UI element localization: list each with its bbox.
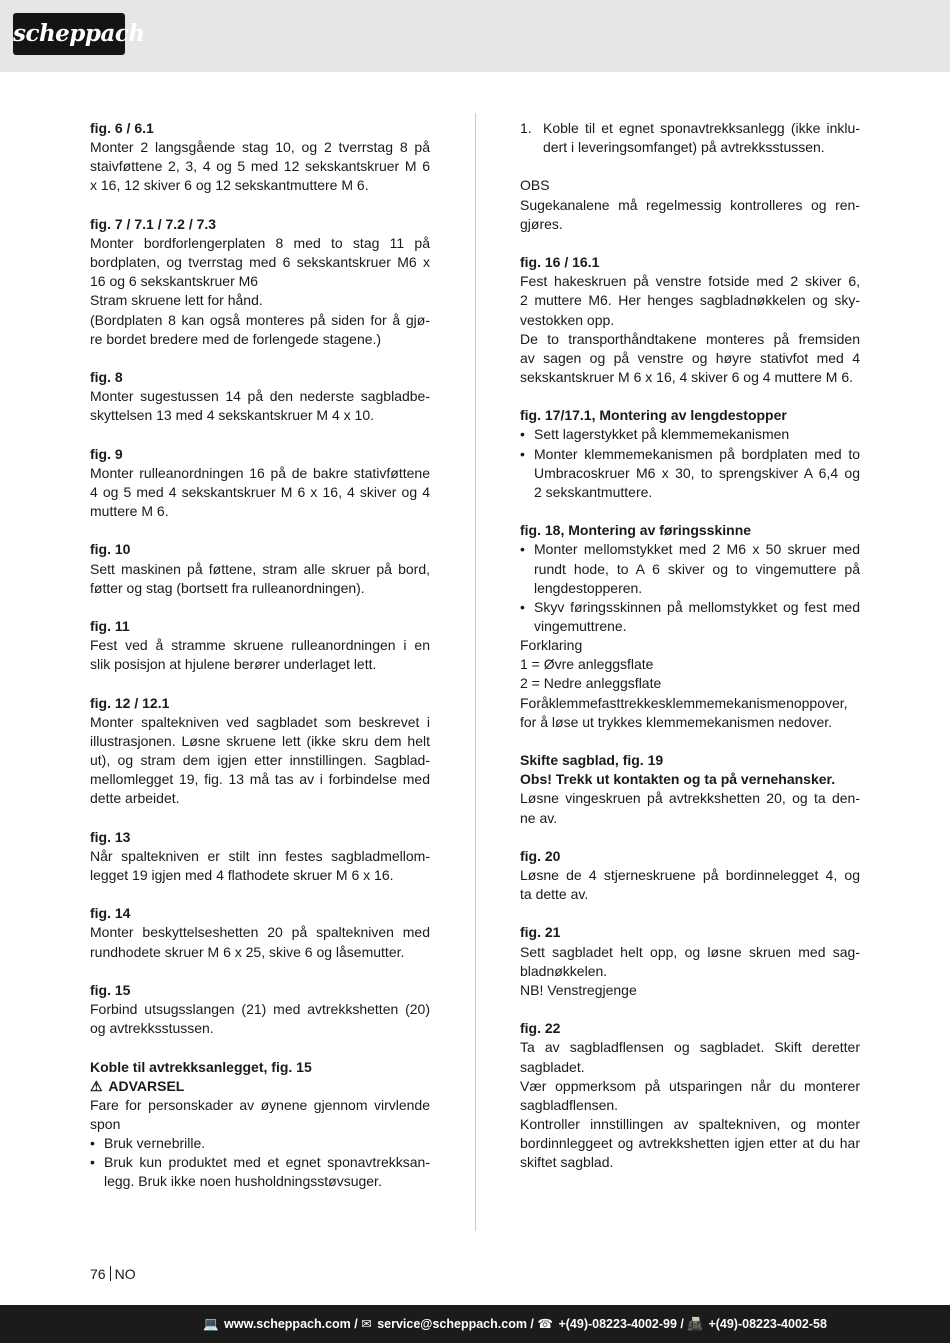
list-item <box>520 425 860 444</box>
section-heading: fig. 7 / 7.1 / 7.2 / 7.3 <box>90 215 217 232</box>
section-heading: fig. 10 <box>90 541 131 558</box>
text-line: Monter rulleanordningen 16 på de bakre stativføttene <box>90 464 430 481</box>
warning-heading <box>90 1077 430 1096</box>
section-fig-22 <box>520 1019 860 1172</box>
list-item <box>520 119 860 157</box>
section-fig-14 <box>90 904 430 961</box>
section-heading: fig. 16 / 16.1 <box>520 254 600 271</box>
text-line: for å løse ut trykkes klemmemekanismen nedover. <box>520 713 833 730</box>
text-line: 4 og 5 med 4 sekskantskruer M 6 x 16, 4 skiver og 4 <box>90 483 430 500</box>
section-heading: Koble til avtrekksanlegget, fig. 15 <box>90 1058 312 1075</box>
page-number-separator <box>110 1266 111 1281</box>
text-line: De to transporthåndtakene monteres på fremsiden <box>520 330 860 347</box>
text-line: Løsne de 4 stjerneskruene på bordinnelegget 4, og <box>520 867 860 883</box>
section-fig-16 <box>520 253 860 387</box>
warning-heading: Obs! Trekk ut kontakten og ta på vernehansker. <box>520 771 836 788</box>
text-line: 2 muttere M6. Her henges sagbladnøkkelen og sky- <box>520 292 860 309</box>
text-line: Stram skruene lett for hånd. <box>90 292 263 309</box>
text-line: Når spaltekniven er stilt inn festes sagbladmellom- <box>90 847 430 864</box>
text-line: Forbind utsugsslangen (21) med avtrekkshetten (20) <box>90 1001 430 1018</box>
right-column <box>520 119 860 1172</box>
warning-triangle-icon: ⚠ <box>90 1077 103 1094</box>
text-line: OBS <box>520 177 550 194</box>
text-line: føtter og stag (bortsett fra rulleanordningen). <box>90 579 365 596</box>
section-heading: fig. 21 <box>520 924 561 941</box>
text-line: Forklaring <box>520 637 583 654</box>
section-heading: fig. 13 <box>90 828 131 845</box>
section-fig-21 <box>520 923 860 1000</box>
list-item <box>520 445 860 502</box>
text-line: Monter 2 langsgående stag 10, og 2 tverrstag 8 på <box>90 139 430 156</box>
text-line: dert i leveringsomfanget) på avtrekksstussen. <box>543 139 825 156</box>
text-line: muttere M 6. <box>90 503 169 520</box>
text-line: og avtrekksstussen. <box>90 1020 214 1037</box>
text-line: Løsne vingeskruen på avtrekkshetten 20, og ta den- <box>520 790 860 807</box>
list-item <box>520 598 860 636</box>
section-fig-9 <box>90 445 430 522</box>
text-line: sagbladflensen. <box>520 1096 619 1113</box>
section-fig-6 <box>90 119 430 196</box>
step-number: 1. <box>520 120 532 136</box>
text-line: spon <box>90 1115 121 1132</box>
text-line: (Bordplaten 8 kan også monteres på siden for å gjø- <box>90 311 430 328</box>
text-line: Kontroller innstillingen av spaltekniven, og monter <box>520 1116 860 1132</box>
section-extraction <box>90 1058 430 1192</box>
warning-label: ADVARSEL <box>108 1077 185 1094</box>
text-line: bladnøkkelen. <box>520 962 608 979</box>
text-line: Koble til et egnet sponavtrekksanlegg (ikke inklu- <box>543 120 860 136</box>
text-line: gjøres. <box>520 215 563 232</box>
text-line: x 16, 12 skiver 6 og 12 sekskantmuttere M 6. <box>90 177 369 194</box>
mail-icon: ✉ <box>361 1317 372 1331</box>
section-obs <box>520 176 860 233</box>
column-divider <box>475 113 476 1231</box>
text-line: sagbladet. <box>520 1058 585 1075</box>
numbered-step-1 <box>520 119 860 157</box>
section-fig-7 <box>90 215 430 349</box>
fax-icon: 📠 <box>687 1317 703 1331</box>
section-fig-12 <box>90 694 430 809</box>
phone-number: +(49)-08223-4002-99 / <box>558 1317 684 1331</box>
section-heading: fig. 6 / 6.1 <box>90 120 154 136</box>
section-fig-17 <box>520 406 860 502</box>
text-line: Bruk vernebrille. <box>104 1135 206 1152</box>
text-line: Bruk kun produktet med et egnet sponavtrekksan- <box>104 1154 430 1171</box>
email-link[interactable]: service@scheppach.com / <box>377 1317 534 1331</box>
text-line: legget 19 igjen med 4 flathodete skruer M 6 x 16. <box>90 866 394 883</box>
text-line: bordplaten, og tverrstag med 6 sekskantskruer M6 x <box>90 254 430 271</box>
text-line: Monter bordforlengerplaten 8 med to stag 11 på <box>90 234 430 251</box>
section-fig-20 <box>520 847 860 904</box>
scheppach-logo: scheppach <box>13 13 125 55</box>
page-number <box>90 1265 136 1284</box>
language-code: NO <box>114 1266 136 1282</box>
bullet-icon: • <box>520 598 525 615</box>
text-line: Foråklemmefasttrekkesklemmemekanismenoppover, <box>520 694 848 711</box>
text-line: Umbracoskruer M6 x 30, to sprengskiver A 6,4 og <box>534 464 860 481</box>
bullet-icon: • <box>520 541 525 558</box>
section-fig-8 <box>90 368 430 425</box>
text-line: Ta av sagbladflensen og sagbladet. Skift deretter <box>520 1039 860 1056</box>
section-heading: fig. 22 <box>520 1020 561 1037</box>
list-item <box>90 1134 430 1153</box>
text-line: rundhodete skruer M 6 x 25, skive 6 og låsemutter. <box>90 943 405 960</box>
computer-icon: 💻 <box>203 1317 219 1331</box>
section-fig-18 <box>520 521 860 732</box>
text-line: Fare for personskader av øynene gjennom virvlende <box>90 1096 430 1113</box>
text-line: Skyv føringsskinnen på mellomstykket og fest med <box>534 598 860 615</box>
text-line: slik posisjon at hjulene berører underlaget lett. <box>90 656 377 673</box>
text-line: Monter beskyttelseshetten 20 på spaltekniven med <box>90 924 430 941</box>
text-line: skyttelsen 13 med 4 sekskantskruer M 4 x 10. <box>90 407 375 424</box>
text-line: ut), og stram dem igjen etter innstillingen. Sagblad- <box>90 752 430 769</box>
phone-icon: ☎ <box>537 1317 553 1331</box>
text-line: Monter sugestussen 14 på den nederste sagbladbe- <box>90 388 430 405</box>
page-footer <box>0 1305 950 1343</box>
contact-line <box>0 1305 950 1343</box>
section-fig-15 <box>90 981 430 1038</box>
text-line: skiftet sagblad. <box>520 1154 614 1171</box>
section-fig-13 <box>90 828 430 885</box>
text-line: bordinnleggeet og avtrekkshetten igjen etter at du har <box>520 1135 860 1152</box>
text-line: Monter mellomstykket med 2 M6 x 50 skruer med <box>534 541 860 558</box>
text-line: NB! Venstregjenge <box>520 981 637 998</box>
bullet-icon: • <box>90 1154 95 1171</box>
list-item <box>520 540 860 597</box>
text-line: Sett sagbladet helt opp, og løsne skruen med sag- <box>520 943 860 960</box>
page-header <box>0 0 950 72</box>
text-line: dette arbeidet. <box>90 790 180 807</box>
section-heading: fig. 14 <box>90 905 131 922</box>
text-line: Sett maskinen på føttene, stram alle skruer på bord, <box>90 560 430 577</box>
section-heading: fig. 9 <box>90 445 123 462</box>
fax-number: +(49)-08223-4002-58 <box>708 1317 827 1331</box>
section-fig-11 <box>90 617 430 674</box>
section-heading: fig. 20 <box>520 847 561 864</box>
section-fig-19 <box>520 751 860 828</box>
text-line: Vær oppmerksom på utsparingen når du monterer <box>520 1077 860 1094</box>
text-line: 2 sekskantmuttere. <box>534 483 653 500</box>
bullet-icon: • <box>520 426 525 443</box>
text-line: ne av. <box>520 809 558 826</box>
text-line: Monter klemmemekanismen på bordplaten med to <box>534 445 860 462</box>
text-line: ta dette av. <box>520 886 589 903</box>
text-line: legg. Bruk ikke noen husholdningsstøvsuger. <box>104 1173 382 1190</box>
section-fig-10 <box>90 540 430 597</box>
section-heading: fig. 8 <box>90 369 123 385</box>
bullet-icon: • <box>90 1135 95 1152</box>
text-line: vingemuttrene. <box>534 618 627 634</box>
website-link[interactable]: www.scheppach.com / <box>224 1317 358 1331</box>
text-line: av sagen og på venstre og høyre stativfot med 4 <box>520 349 860 366</box>
text-line: lengdestopperen. <box>534 579 643 596</box>
bullet-icon: • <box>520 445 525 462</box>
text-line: Fest hakeskruen på venstre fotside med 2 skiver 6, <box>520 273 860 290</box>
text-line: Sett lagerstykket på klemmemekanismen <box>534 426 790 443</box>
section-heading: fig. 18, Montering av føringsskinne <box>520 522 752 539</box>
text-line: 16 og 6 sekskantskruer M6 <box>90 273 259 290</box>
section-heading: fig. 17/17.1, Montering av lengdestopper <box>520 407 787 424</box>
text-line: 1 = Øvre anleggsflate <box>520 656 654 673</box>
left-column <box>90 119 430 1192</box>
text-line: vestokken opp. <box>520 311 615 328</box>
text-line: Sugekanalene må regelmessig kontrolleres og ren- <box>520 196 860 213</box>
page-number-value: 76 <box>90 1266 106 1282</box>
text-line: mellomlegget 19, fig. 13 må tas av i forbindelse med <box>90 771 430 788</box>
text-line: re bordet bredere med de forlengede stagene.) <box>90 330 382 347</box>
section-heading: fig. 11 <box>90 617 130 634</box>
section-heading: fig. 12 / 12.1 <box>90 694 170 711</box>
text-line: illustrasjonen. Løsne skruene lett (ikke skru dem helt <box>90 732 430 749</box>
text-line: Monter spaltekniven ved sagbladet som beskrevet i <box>90 713 430 730</box>
section-heading: Skifte sagblad, fig. 19 <box>520 752 664 769</box>
section-heading: fig. 15 <box>90 981 131 998</box>
text-line: rundt hode, to A 6 skiver og to vingemuttere på <box>534 560 860 577</box>
text-line: 2 = Nedre anleggsflate <box>520 675 662 692</box>
text-line: Fest ved å stramme skruene rulleanordningen i en <box>90 637 430 654</box>
text-line: staivføttene 2, 3, 4 og 5 med 12 sekskantskruer M 6 <box>90 158 430 175</box>
text-line: sekskantskruer M 6 x 16, 4 skiver 6 og 4 muttere M 6. <box>520 369 854 385</box>
list-item <box>90 1153 430 1191</box>
